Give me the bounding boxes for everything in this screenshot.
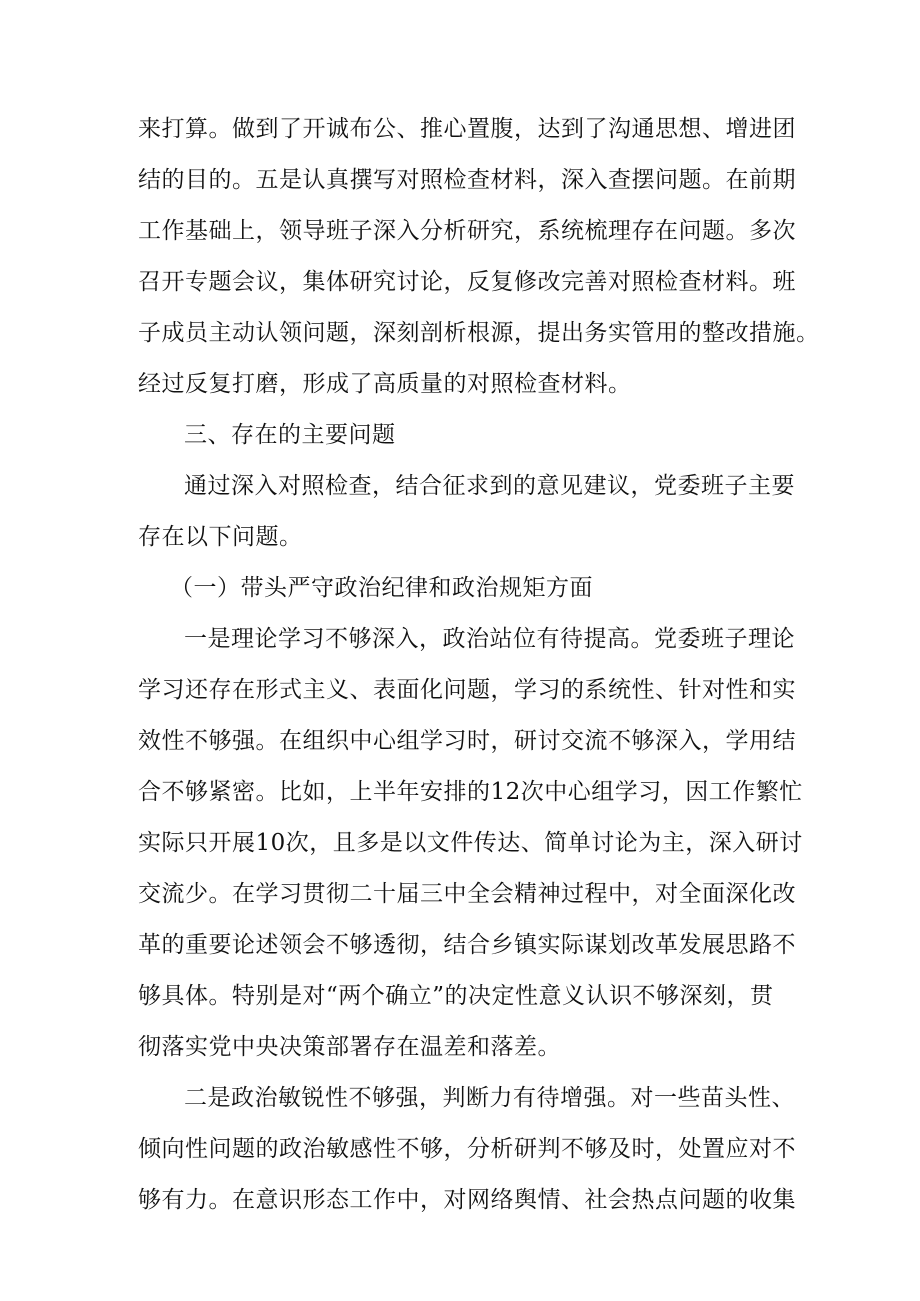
body-text-line: 学习还存在形式主义、表面化问题，学习的系统性、针对性和实	[138, 677, 796, 703]
body-text-line: 工作基础上，领导班子深入分析研究，系统梳理存在问题。多次	[138, 218, 796, 244]
section-heading: 三、存在的主要问题	[184, 422, 396, 448]
body-text-line: 合不够紧密。比如，上半年安排的12次中心组学习，因工作繁忙	[138, 779, 803, 805]
body-text-line: 子成员主动认领问题，深刻剖析根源，提出务实管用的整改措施。	[138, 320, 820, 346]
body-text-line: 够有力。在意识形态工作中，对网络舆情、社会热点问题的收集	[138, 1187, 796, 1213]
body-text-line: 实际只开展10次，且多是以文件传达、简单讨论为主，深入研讨	[138, 830, 803, 856]
body-text-line: 效性不够强。在组织中心组学习时，研讨交流不够深入，学用结	[138, 728, 796, 754]
body-text-line: 结的目的。五是认真撰写对照检查材料，深入查摆问题。在前期	[138, 167, 796, 193]
body-text-line: 召开专题会议，集体研究讨论，反复修改完善对照检查材料。班	[138, 269, 796, 295]
body-text-line: 彻落实党中央决策部署存在温差和落差。	[138, 1034, 561, 1060]
body-text-line: 经过反复打磨，形成了高质量的对照检查材料。	[138, 371, 632, 397]
subsection-heading: （一）带头严守政治纪律和政治规矩方面	[170, 575, 593, 601]
body-text-line: 够具体。特别是对“两个确立”的决定性意义认识不够深刻，贯	[138, 983, 774, 1009]
body-text-line: 二是政治敏锐性不够强，判断力有待增强。对一些苗头性、	[184, 1085, 795, 1111]
body-text-line: 来打算。做到了开诚布公、推心置腹，达到了沟通思想、增进团	[138, 116, 796, 142]
body-text-line: 存在以下问题。	[138, 524, 303, 550]
body-text-line: 一是理论学习不够深入，政治站位有待提高。党委班子理论	[184, 626, 795, 652]
body-text-line: 通过深入对照检查，结合征求到的意见建议，党委班子主要	[184, 473, 795, 499]
body-text-line: 革的重要论述领会不够透彻，结合乡镇实际谋划改革发展思路不	[138, 932, 796, 958]
body-text-line: 倾向性问题的政治敏感性不够，分析研判不够及时，处置应对不	[138, 1136, 796, 1162]
body-text-line: 交流少。在学习贯彻二十届三中全会精神过程中，对全面深化改	[138, 881, 796, 907]
